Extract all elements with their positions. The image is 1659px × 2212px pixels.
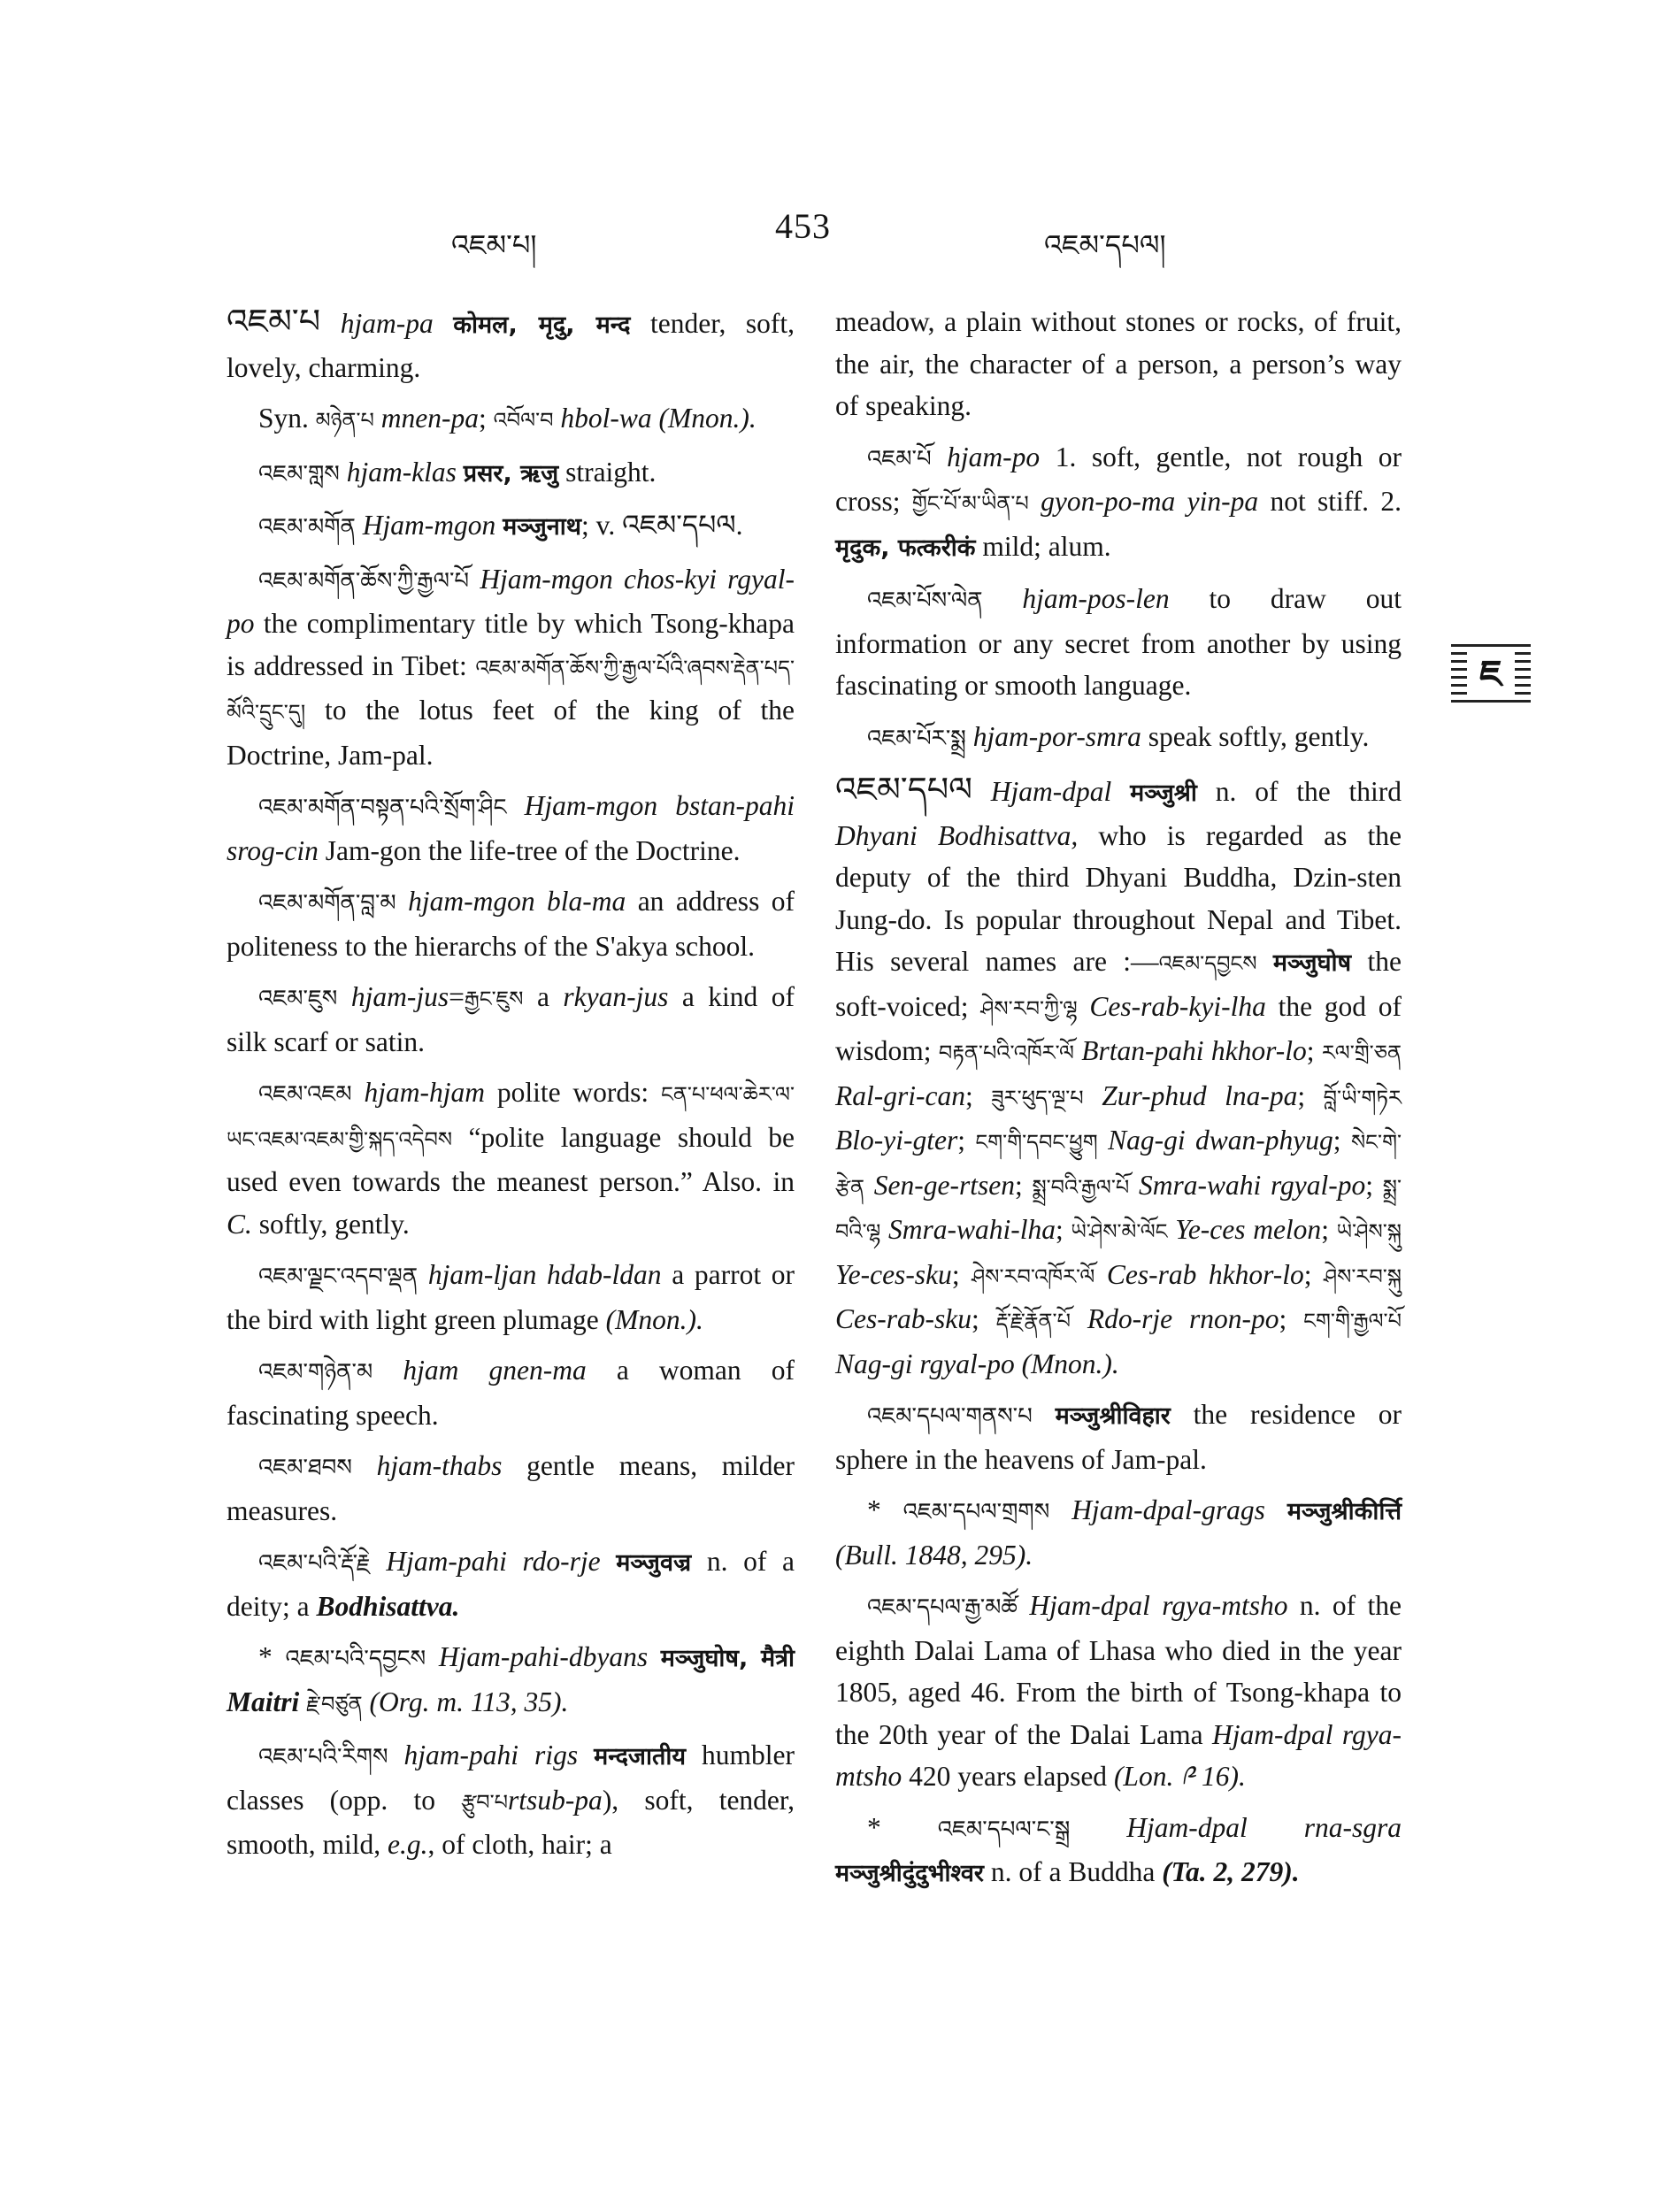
definition: Also. in (702, 1166, 795, 1197)
definition: straight. (565, 456, 657, 488)
sanskrit: मृदुक, फत्करीकं (835, 534, 976, 562)
abbrev: C. (227, 1208, 252, 1240)
headword: འཇམ་དཔལ་རྒྱ་མཚོ (867, 1594, 1018, 1621)
thumb-index-marker (1451, 644, 1531, 704)
tibetan: རལ་གྲི་ཅན (1321, 1041, 1402, 1065)
entry-hjam-ljan (227, 1254, 795, 1340)
definition: meadow, a plain without stones or rocks, of fruit, the air, the character of a person, a person’s way of speaking. (835, 306, 1402, 421)
term: Dhyani Bodhisattva, (835, 819, 1079, 851)
definition: speak softly, gently. (1148, 720, 1370, 752)
transliteration: hjam-klas (346, 456, 457, 488)
headword: འཇམ་གཉེན་མ (258, 1359, 373, 1386)
tibetan: རྗེ་བཙུན (306, 1691, 363, 1717)
transliteration: hjam gnen-ma (403, 1355, 587, 1386)
definition: the residence or sphere in the heavens of Jam-pal. (835, 1399, 1402, 1475)
transliteration: Hjam-mgon bstan-pahi srog-cin (227, 790, 795, 866)
definition: the god of wisdom; (835, 990, 1402, 1066)
sanskrit: मञ्जुश्रीकीर्त्ति (1286, 1498, 1402, 1525)
tibetan: བློ་ཡི་གཏེར (1323, 1085, 1402, 1110)
headword: འཇམ་མགོན་བླ་མ (258, 890, 396, 917)
tibetan: རྩུབ་པ (461, 1789, 509, 1815)
entry-hjam-mgon-bstan-pahi (227, 785, 795, 872)
transliteration: hjam-thabs (376, 1450, 503, 1481)
page-number: 453 (775, 206, 831, 246)
transliteration: hjam-mgon bla-ma (408, 886, 626, 917)
headword: འཇམ་པོ (867, 445, 932, 472)
transliteration: hjam-jus (350, 981, 449, 1012)
headword: འཇམ་དཔལ་ང་སྒྲ (937, 1816, 1071, 1843)
transliteration: Zur-phud lna-pa (1102, 1079, 1298, 1111)
headword: འཇམ་མགོན (258, 514, 356, 541)
headword: འཇམ་ལྗང་འདབ་ལྡན (258, 1263, 419, 1290)
definition: a (536, 981, 549, 1012)
transliteration: Ye-ces melon (1175, 1214, 1322, 1245)
tibetan: ངག་གི་རྒྱལ་པོ (1303, 1309, 1402, 1333)
right-column (835, 301, 1402, 1904)
transliteration: hbol-wa (560, 403, 652, 434)
source: (Mnon.). (605, 1303, 703, 1335)
tibetan: ཤེས་རབ་སྐུ (1324, 1263, 1402, 1289)
guide-word-right: འཇམ་དཔལ། (1044, 228, 1166, 262)
source: (Lon. ༩ 16). (1113, 1761, 1246, 1792)
definition: a woman of fascinating speech. (227, 1355, 795, 1431)
transliteration: Ces-rab hkhor-lo (1106, 1258, 1304, 1290)
transliteration: Smra-wahi rgyal-po (1139, 1169, 1366, 1201)
headword: འཇམ་མགོན་བསྟན་པའི་སྲོག་ཤིང (258, 795, 507, 821)
definition: softly, gently. (258, 1208, 410, 1240)
sanskrit: मैत्री (760, 1645, 795, 1672)
headword: འཇམ་དཔལ་གྲགས (902, 1499, 1050, 1525)
abbrev: e.g. (388, 1829, 428, 1860)
page-header (212, 205, 1486, 262)
tibetan: འབོལ་བ (493, 408, 554, 433)
term: Bodhisattva. (316, 1590, 460, 1622)
entry-hjam-pahi-dbyans (227, 1636, 795, 1725)
headword: འཇམ་ཐབས (258, 1455, 352, 1481)
definition: humbler classes (opp. to (227, 1740, 795, 1816)
transliteration: Nag-gi dwan-phyug (1108, 1125, 1333, 1156)
entry-hjam-po (835, 436, 1402, 570)
source: (Mnon.). (658, 403, 757, 434)
definition: n. of the eighth Dalai Lama of Lhasa who died in the year 1805, aged 46. From the birth of Tsong-khapa to the 20th year of the Dalai Lama (835, 1590, 1402, 1750)
entry-hjam-jus (227, 976, 795, 1063)
definition: gentle means, milder measures. (227, 1450, 795, 1526)
definition: polite words: (496, 1077, 649, 1108)
sanskrit: मञ्जुश्रीदुंदुभीश्वर (835, 1860, 984, 1887)
definition: 1. soft, gentle, not rough or cross; (835, 441, 1402, 517)
entry-hjam-mgon-chos-kyi-rgyal-po (227, 558, 795, 777)
star-marker: * (867, 1811, 881, 1843)
definition: who is regarded as the deputy of the third Dhyani Buddha, Dzin-sten Jung-do. Is popular throughout Nepal and Tibet. His several names are :— (835, 819, 1402, 977)
entry-hjam-mgon (227, 504, 795, 549)
transliteration: hjam-pahi rigs (403, 1740, 579, 1770)
definition: n. of the third (1215, 776, 1402, 807)
headword: འཇམ་ཇུས (258, 986, 338, 1012)
tibetan: ཡེ་ཤེས་སྐུ (1336, 1219, 1402, 1244)
headword: འཇམ་འཇམ (258, 1081, 352, 1108)
transliteration: Hjam-dpal rgya-mtsho (835, 1718, 1402, 1792)
entry-hjam-mgon-bla-ma (227, 880, 795, 967)
transliteration: hjam-pa (340, 308, 434, 339)
transliteration: gyon-po-ma yin-pa (1041, 486, 1259, 517)
source: (Org. m. 113, 35). (369, 1686, 569, 1717)
tibetan: ངག་གི་དབང་ཕྱུག (975, 1130, 1098, 1155)
sanskrit: मञ्जुघोष (1272, 949, 1352, 977)
transliteration: hjam-ljan hdab-ldan (427, 1259, 662, 1290)
source: (Mnon.). (1021, 1348, 1119, 1379)
transliteration: hjam-pos-len (1022, 583, 1170, 614)
definition: n. of a deity; a (227, 1546, 795, 1622)
transliteration: Hjam-mgon chos-kyi rgyal-po (227, 563, 795, 639)
tibetan: བརྟན་པའི་འཁོར་ལོ (938, 1041, 1074, 1065)
definition: to the lotus feet of the king of the Doctrine, Jam-pal. (227, 695, 795, 771)
transliteration: Hjam-mgon (362, 510, 496, 541)
definition: a parrot or the bird with light green plumage (227, 1259, 795, 1335)
definition: tender, soft, lovely, charming. (227, 308, 795, 383)
sanskrit: मञ्जुश्रीविहार (1055, 1402, 1171, 1430)
tibetan-example: ངན་པ་ཕལ་ཆེར་ལ་ཡང་འཇམ་འཇམ་གྱི་སྐད་འདེབས (227, 1082, 795, 1152)
transliteration: Nag-gi rgyal-po (835, 1348, 1015, 1379)
source: (Bull. 1848, 295). (835, 1539, 1033, 1571)
sanskrit: प्रसर, ऋजु (463, 459, 559, 488)
sanskrit: मञ्जुश्री (1130, 780, 1197, 807)
headword: འཇམ་པ (227, 302, 321, 341)
transliteration: Hjam-pahi rdo-rje (386, 1546, 601, 1577)
headword: འཇམ་པའི་རིགས (258, 1744, 388, 1770)
index-bar (1451, 644, 1531, 647)
entry-hjam-dpal-rna-sgra (835, 1807, 1402, 1895)
entry-hjam-dpal: འཇམ་དཔལ Hjam-dpal मञ्जुश्री n. of the third Dhyani Bodhisattva, who is regarded as the deputy of the third Dhyani Buddha, Dzin-sten Jung-do. Is popular throughout Nepal and Tibet. His several names are :—འཇམ་དབྱངས मञ्जुघोष the soft-voiced; ཤེས་རབ་ཀྱི་ལྷ Ces-rab-kyi-lha the god of wisdom; བརྟན་པའི་འཁོར་ལོ Brtan-pahi hkhor-lo; རལ་གྲི་ཅན Ral-gri-can; ཟུར་ཕུད་ལྔ་པ Zur-phud lna-pa; བློ་ཡི་གཏེར Blo-yi-gter; ངག་གི་དབང་ཕྱུག Nag-gi dwan-phyug; སེང་གེ་རྩེན Sen-ge-rtsen; སྨྲ་བའི་རྒྱལ་པོ Smra-wahi rgyal-po; སྨྲ་བའི་ལྷ Smra-wahi-lha; ཡེ་ཤེས་མེ་ལོང Ye-ces melon; ཡེ་ཤེས་སྐུ Ye-ces-sku; ཤེས་རབ་འཁོར་ལོ Ces-rab hkhor-lo; ཤེས་རབ་སྐུ Ces-rab-sku; རྡོ་རྗེ་རྣོན་པོ Rdo-rje rnon-po; ངག་གི་རྒྱལ་པོ Nag-gi rgyal-po (Mnon.). (835, 770, 1402, 1379)
entry-hjam-hjam (227, 1071, 795, 1245)
definition: ), soft, tender, smooth, mild, (227, 1784, 795, 1860)
transliteration: rtsub-pa (508, 1784, 603, 1816)
headword: འཇམ་པོས་ལེན (867, 588, 983, 614)
definition: to draw out information or any secret from another by using fascinating or smooth language. (835, 583, 1402, 701)
tibetan: ཟུར་ཕུད་ལྔ་པ (991, 1085, 1084, 1110)
definition: n. of a Buddha (990, 1856, 1156, 1887)
transliteration: mnen-pa (380, 403, 480, 434)
entry-continuation (835, 301, 1402, 427)
definition: the soft-voiced; (835, 946, 1402, 1022)
headword: འཇམ་དཔལ་གནས་པ (867, 1403, 1033, 1430)
transliteration: rkyan-jus (563, 981, 669, 1012)
entry-hjam-por-smra (835, 716, 1402, 761)
sanskrit: मन्दजातीय (594, 1743, 687, 1770)
tibetan: ཤེས་རབ་འཁོར་ལོ (972, 1263, 1095, 1289)
sanskrit: मञ्जुवज्र (616, 1549, 692, 1577)
transliteration: hjam-po (947, 441, 1041, 472)
definition: the complimentary title by which Tsong-khapa is addressed in Tibet: (227, 608, 795, 681)
tibetan: འཇམ་དབྱངས (1158, 951, 1257, 976)
index-letter: ཇ (1467, 649, 1515, 699)
transliteration: Rdo-rje rnon-po (1087, 1303, 1279, 1334)
sanskrit: कोमल, मृदु, मन्द (453, 311, 631, 339)
tibetan: གྱོང་པོ་མ་ཡིན་པ (911, 491, 1029, 516)
transliteration: Hjam-dpal (990, 776, 1112, 807)
transliteration: Ral-gri-can (835, 1079, 965, 1111)
left-column (227, 301, 795, 1875)
source: (Ta. 2, 279). (1162, 1856, 1300, 1887)
headword: འཇམ་དཔལ (835, 770, 972, 809)
transliteration: Blo-yi-gter (835, 1125, 958, 1156)
headword: འཇམ་པོར་སྨྲ (867, 725, 966, 752)
transliteration: Ye-ces-sku (835, 1258, 952, 1290)
definition: a kind of silk scarf or satin. (227, 981, 795, 1057)
transliteration: Hjam-dpal-grags (1071, 1494, 1265, 1525)
transliteration: Smra-wahi-lha (887, 1214, 1056, 1245)
star-marker: * (867, 1494, 881, 1525)
equals: = (449, 981, 465, 1012)
headword: འཇམ་པའི་དབྱངས (285, 1646, 426, 1672)
transliteration: hjam-por-smra (972, 720, 1141, 752)
transliteration: Sen-ge-rtsen (873, 1169, 1015, 1201)
sanskrit: मञ्जुघोष, (660, 1645, 749, 1672)
transliteration: Hjam-dpal rna-sgra (1126, 1811, 1402, 1843)
tibetan: རྡོ་རྗེ་རྣོན་པོ (995, 1309, 1071, 1333)
transliteration: Ces-rab-kyi-lha (1089, 990, 1266, 1022)
index-bar (1451, 700, 1531, 703)
tibetan: མཉེན་པ (315, 408, 374, 433)
headword: འཇམ་པའི་རྡོ་རྗེ (258, 1550, 371, 1577)
entry-hjam-dpal-rgya-mtsho (835, 1585, 1402, 1798)
definition: not stiff. 2. (1270, 486, 1402, 517)
headword: འཇམ་མགོན་ཆོས་ཀྱི་རྒྱལ་པོ (258, 567, 470, 595)
synonyms: Syn. མཉེན་པ mnen-pa; འབོལ་བ hbol-wa (Mnon.). (258, 403, 757, 434)
definition: an address of politeness to the hierarchs of the S'akya school. (227, 886, 795, 962)
definition: Jam-gon the life-tree of the Doctrine. (325, 834, 741, 866)
definition: “polite language should be used even towards the meanest person.” (227, 1121, 795, 1197)
entry-hjam-pos-len (835, 578, 1402, 707)
entry-hjam-pahi-rigs (227, 1734, 795, 1866)
entry-hjam-gnen-ma (227, 1349, 795, 1436)
guide-word-left: འཇམ་པ། (451, 228, 537, 262)
tibetan: སེང་གེ་རྩེན (835, 1130, 1402, 1200)
entry-hjam-pahi-rdo-rje (227, 1540, 795, 1627)
headword: འཇམ་གླས (258, 460, 340, 488)
sanskrit: मञ्जुनाथ (503, 513, 582, 541)
tibetan: སྨྲ་བའི་ལྷ (835, 1174, 1402, 1244)
syn-label: Syn. (258, 403, 309, 434)
tibetan: ཤེས་རབ་ཀྱི་ལྷ (980, 995, 1078, 1021)
entry-hjam-dpal-gnas-pa (835, 1394, 1402, 1480)
definition: ; v. འཇམ་དཔལ. (581, 510, 743, 541)
definition: , of cloth, hair; a (427, 1829, 612, 1860)
transliteration: Brtan-pahi hkhor-lo (1081, 1035, 1307, 1066)
tibetan: རྒྱང་ཇུས (464, 987, 524, 1011)
entry-hjam-dpal-grags (835, 1489, 1402, 1576)
tibetan-example: འཇམ་མགོན་ཆོས་ཀྱི་རྒྱལ་པོའི་ཞབས་རྡེན་པད་མོའི་དྲུང་དུ། (227, 655, 795, 725)
transliteration: Hjam-dpal rgya-mtsho (1029, 1590, 1288, 1621)
definition: mild; alum. (982, 530, 1111, 562)
transliteration: hjam-hjam (364, 1077, 485, 1108)
star-marker: * (258, 1641, 273, 1672)
entry-hjam-thabs (227, 1445, 795, 1532)
entry-hjam-pa (227, 301, 795, 388)
tibetan: སྨྲ་བའི་རྒྱལ་པོ (1032, 1174, 1130, 1200)
entry-hjam-klas (227, 451, 795, 496)
tibetan: ཡེ་ཤེས་མེ་ལོང (1071, 1219, 1168, 1244)
term: Maitri (227, 1686, 300, 1717)
transliteration: Ces-rab-sku (835, 1303, 972, 1334)
definition: 420 years elapsed (909, 1761, 1108, 1792)
transliteration: Hjam-pahi-dbyans (438, 1641, 649, 1672)
